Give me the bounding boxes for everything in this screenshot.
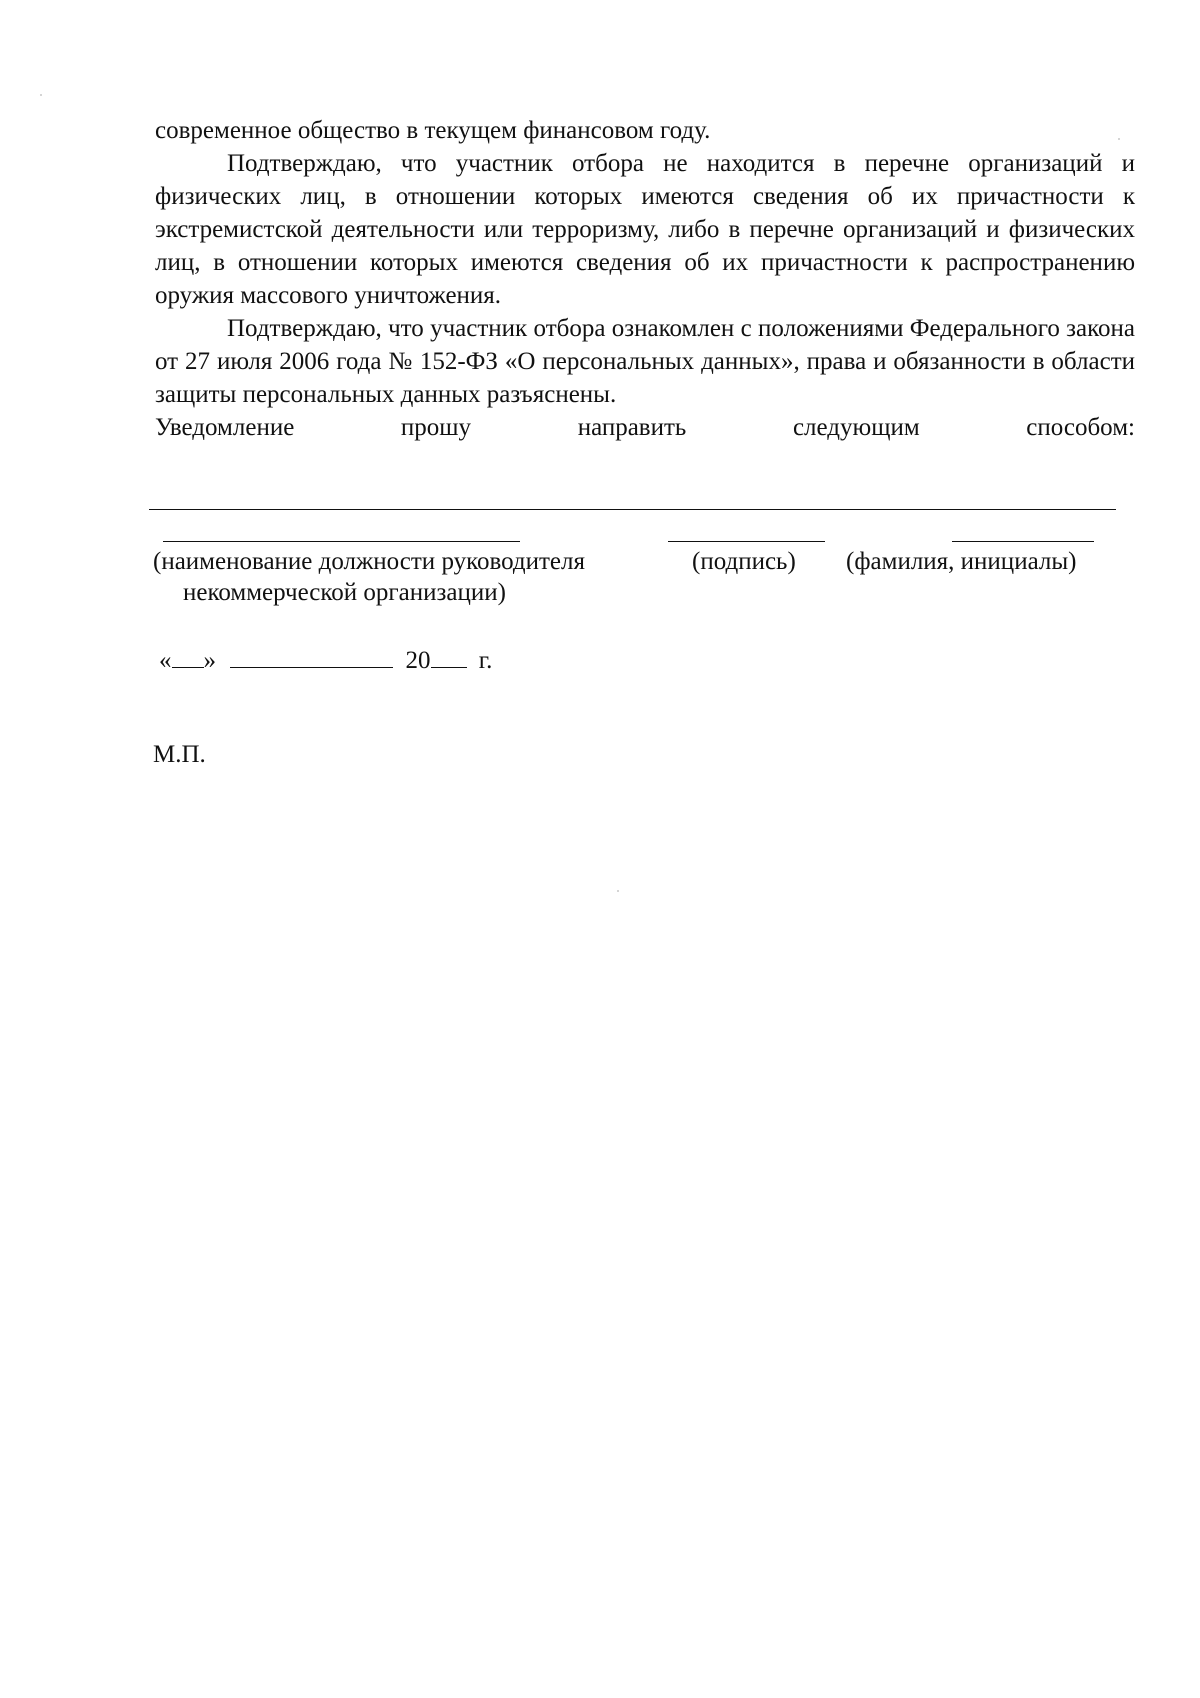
signature-line[interactable] [668,541,825,542]
signature-label: (подпись) [692,548,796,575]
date-line [159,644,492,677]
date-close-quote: » [203,647,216,674]
month-field[interactable] [230,645,393,668]
scan-speck [1118,138,1120,140]
notification-request-line [155,411,1135,444]
year-suffix: г. [478,647,493,674]
position-label [153,546,585,608]
year-prefix: 20 [405,647,431,674]
position-line[interactable] [163,541,520,542]
scan-speck [40,94,42,96]
year-field[interactable] [431,645,467,668]
notification-method-field[interactable] [149,509,1116,510]
notify-word: Уведомление [155,414,295,441]
position-label-line1: (наименование должности руководителя [153,548,585,575]
notify-word: прошу [400,414,472,441]
scan-speck [617,890,619,892]
position-label-line2: некоммерческой организации) [183,579,506,606]
paragraph-personal-data-confirmation: Подтверждаю, что участник отбора ознакомлен с положениями Федерального закона от 27 июля 2006 года № 152-ФЗ «О персональных данных», права и обязанности в области защиты персональных данных разъяснены. [155,315,1135,408]
notify-word: способом: [1026,414,1135,441]
notify-word: следующим [792,414,920,441]
document-body [155,114,1135,444]
stamp-place-label: М.П. [153,741,206,768]
date-open-quote: « [159,647,172,674]
name-line[interactable] [952,541,1094,542]
paragraph-extremism-confirmation: Подтверждаю, что участник отбора не находится в перечне организаций и физических лиц, в отношении которых имеются сведения об их причастности к экстремистской деятельности или терроризму, либо в перечне организаций и физических лиц, в отношении которых имеются сведения об их причастности к распространению оружия массового уничтожения. [155,150,1135,309]
day-field[interactable] [172,645,204,668]
paragraph-continuation: современное общество в текущем финансовом году. [155,117,711,144]
name-label: (фамилия, инициалы) [846,548,1077,575]
notify-word: направить [577,414,687,441]
